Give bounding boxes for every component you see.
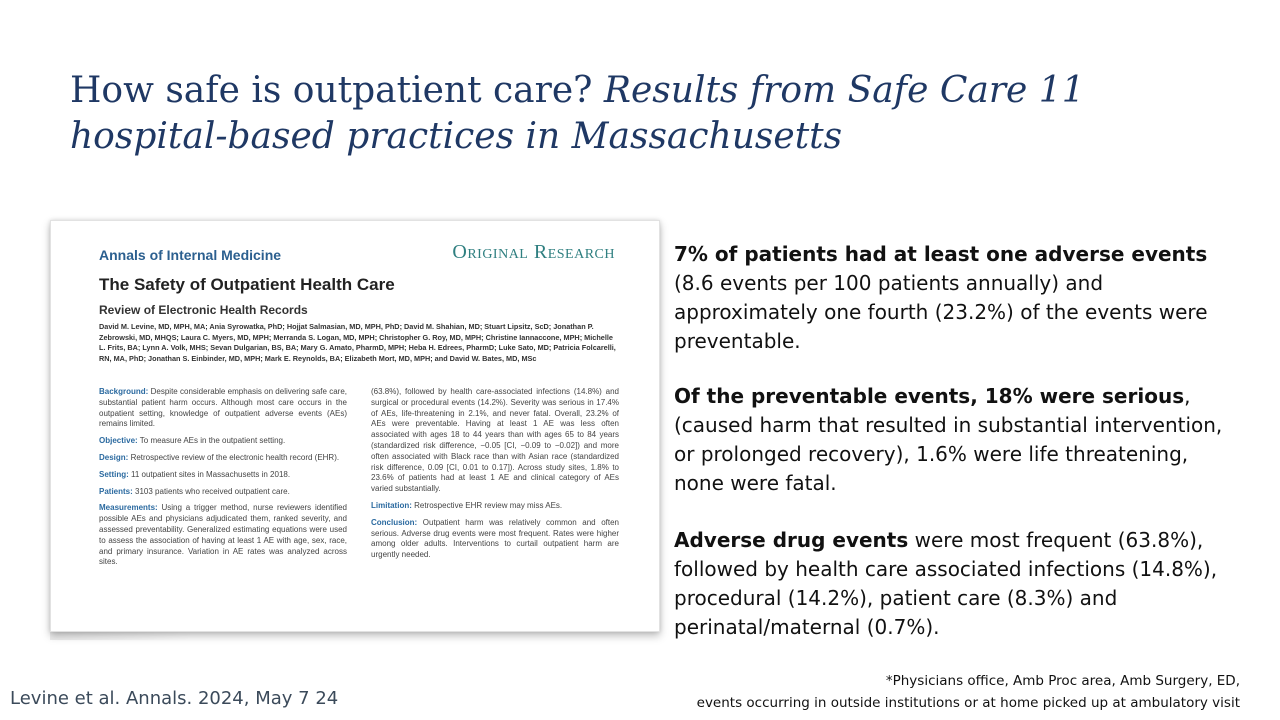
- section-text: Outpatient harm was relatively common and often serious. Adverse drug events were most frequent. Rates were higher among older adults. Interventions to curtail outpatient harm are urgently needed.: [371, 517, 619, 560]
- abstract-left-column: [99, 387, 347, 574]
- title-plain: How safe is outpatient care?: [70, 70, 604, 111]
- section-label: Setting:: [99, 469, 129, 479]
- section-text: 3103 patients who received outpatient care.: [132, 486, 290, 496]
- abstract-right-column: [371, 387, 619, 567]
- finding-bold: 7% of patients had at least one adverse events: [674, 242, 1208, 266]
- abstract-section: [99, 453, 347, 464]
- footnote-line-2: events occurring in outside institutions or at home picked up at ambulatory visit: [696, 695, 1240, 711]
- finding-adverse-events: [674, 240, 1234, 356]
- section-label: Measurements:: [99, 503, 158, 513]
- section-text: Using a trigger method, nurse reviewers identified possible AEs and physicians adjudicated them, ranked severity, and assessed preventability. Generalized estimating equations were used to assess the association of having at least 1 AE with age, sex, race, and primary insurance. Variation in AE rates was analyzed across sites.: [99, 503, 347, 567]
- finding-text: (8.6 events per 100 patients annually) and approximately one fourth (23.2%) of the events were preventable.: [674, 271, 1208, 353]
- abstract-section: [99, 487, 347, 498]
- section-label: Patients:: [99, 486, 133, 496]
- article-title: The Safety of Outpatient Health Care: [99, 275, 395, 294]
- section-label: Limitation:: [371, 500, 412, 510]
- article-subtitle: Review of Electronic Health Records: [99, 303, 308, 317]
- section-text: Retrospective EHR review may miss AEs.: [411, 500, 563, 510]
- article-authors: David M. Levine, MD, MPH, MA; Ania Syrowatka, PhD; Hojjat Salmasian, MD, MPH, PhD; David M. Shahian, MD; Stuart Lipsitz, ScD; Jonathan P. Zebrowski, MD, MHQS; Laura C. Myers, MD, MPH; Merranda S. Logan, MD, MPH; Christopher G. Roy, MD, MPH; Christine Iannaccone, MPH; Michelle L. Frits, BA; Lynn A. Volk, MHS; Sevan Dulgarian, BS, BA; Mary G. Amato, PharmD, MPH; Heba H. Edrees, PharmD; Luke Sato, MD; Patricia Folcarelli, RN, MA, PhD; Jonathan S. Einbinder, MD, MPH; Mark E. Reynolds, BA; Elizabeth Mort, MD, MPH; and David W. Bates, MD, MSc: [99, 322, 616, 363]
- journal-name: Annals of Internal Medicine: [99, 247, 282, 263]
- finding-text: were most frequent (63.8%), followed by health care associated infections (14.8%), procedural (14.2%), patient care (8.3%) and perinatal/maternal (0.7%).: [674, 528, 1218, 639]
- abstract-section: [99, 470, 347, 481]
- abstract-section: [371, 501, 619, 512]
- abstract-section: [99, 503, 347, 568]
- title-italic-2: hospital-based practices in Massachusetts: [70, 116, 843, 157]
- citation: Levine et al. Annals. 2024, May 7 24: [10, 688, 339, 709]
- abstract-section: [371, 387, 619, 495]
- finding-bold: Of the preventable events, 18% were serious: [674, 384, 1185, 408]
- finding-drug-events: [674, 526, 1234, 642]
- footnote-line-1: *Physicians office, Amb Proc area, Amb Surgery, ED,: [885, 673, 1240, 689]
- abstract-section: [99, 387, 347, 430]
- section-text: Despite considerable emphasis on delivering safe care, substantial patient harm occurs. Although most care occurs in the outpatient setting, knowledge of outpatient adverse events (AEs) remains limited.: [99, 387, 347, 429]
- section-text: To measure AEs in the outpatient setting.: [137, 436, 286, 446]
- abstract-section: [99, 436, 347, 447]
- section-label: Objective:: [99, 436, 138, 446]
- section-text: Retrospective review of the electronic health record (EHR).: [128, 452, 340, 462]
- finding-bold: Adverse drug events: [674, 528, 909, 552]
- section-label: Background:: [99, 387, 149, 396]
- abstract-section: [371, 518, 619, 561]
- footnote: [697, 670, 1240, 714]
- section-label: Conclusion:: [371, 517, 418, 527]
- section-text: (63.8%), followed by health care-associated infections (14.8%) and surgical or procedural events (14.2%). Severity was serious in 17.4% of AEs, life-threatening in 2.1%, and never fatal. Overall, 23.2% of AEs were preventable. Having at least 1 AE was less often associated with ages 18 to 44 years than with ages 65 to 84 years (standardized risk difference, −0.05 [CI, −0.09 to −0.02]) and more often associated with Black race than with Asian race (standardized risk difference, 0.09 [CI, 0.01 to 0.17]). Across study sites, 1.8% to 23.6% of patients had at least 1 AE and clinical category of AEs varied substantially.: [371, 387, 619, 494]
- finding-text: , (caused harm that resulted in substantial intervention, or prolonged recovery), 1.6% were life threatening, none were fatal.: [674, 384, 1223, 495]
- title-italic-1: Results from Safe Care 11: [603, 70, 1085, 111]
- section-label: Design:: [99, 452, 129, 462]
- section-text: 11 outpatient sites in Massachusetts in 2018.: [128, 469, 291, 479]
- finding-preventable: [674, 382, 1234, 498]
- article-image: [50, 220, 660, 632]
- slide-title: [70, 68, 1220, 160]
- article-type-label: Original Research: [452, 241, 615, 263]
